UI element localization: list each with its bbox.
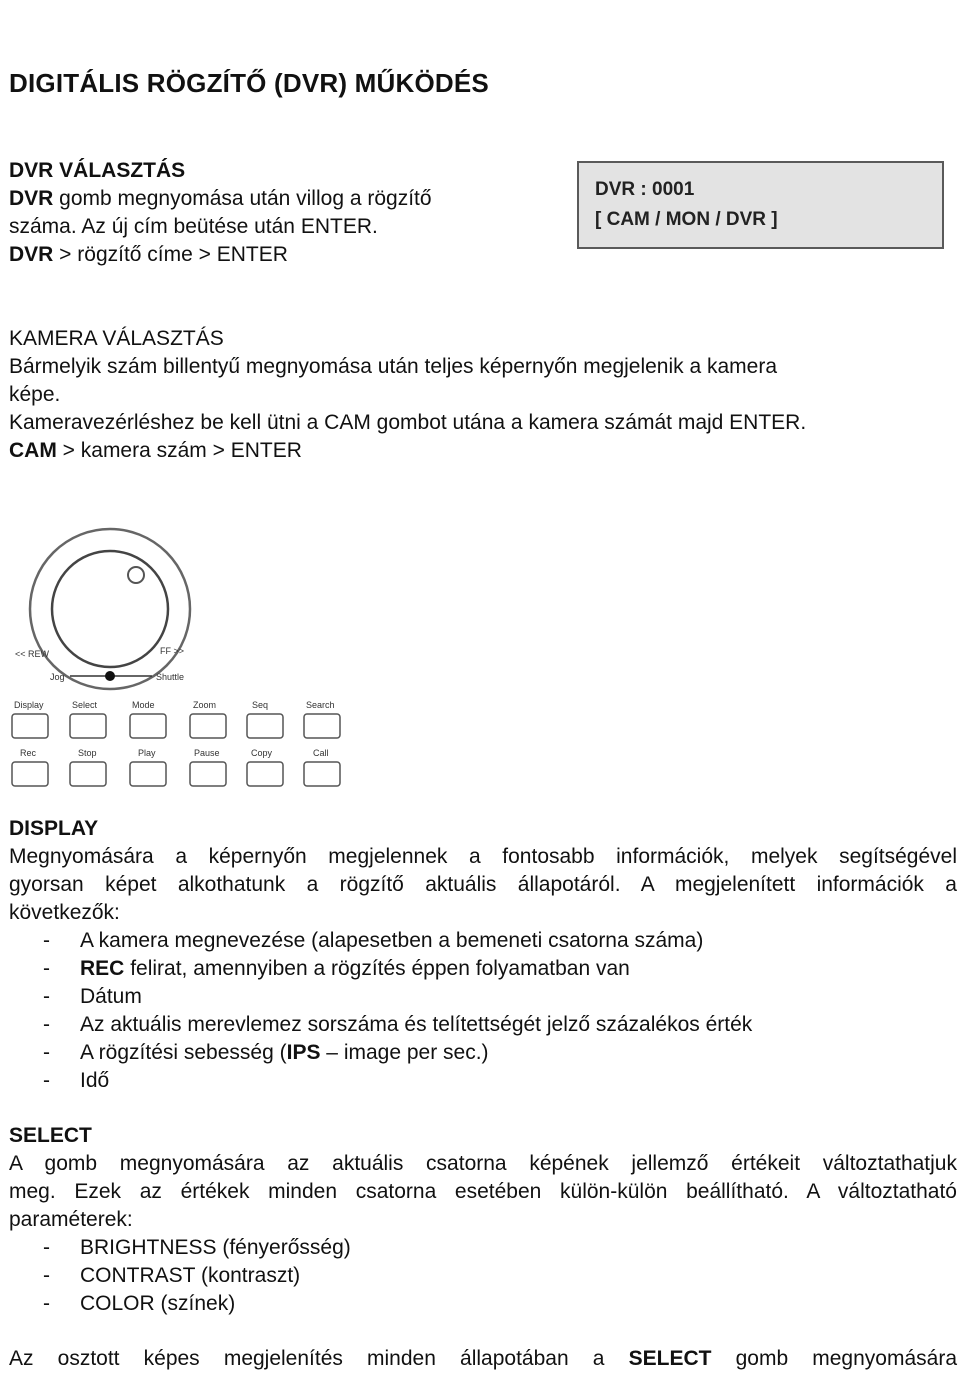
- button-label-stop: Stop: [78, 748, 97, 758]
- call-button[interactable]: [304, 762, 340, 786]
- list-dash: -: [43, 1069, 50, 1092]
- param-item: [0, 1290, 960, 1318]
- copy-button[interactable]: [247, 762, 283, 786]
- ips-key: IPS: [286, 1041, 321, 1064]
- camera-line-4-text: > kamera szám > ENTER: [56, 439, 302, 462]
- dvr-line-2: száma. Az új cím beütése után ENTER.: [9, 215, 378, 238]
- button-label-call: Call: [313, 748, 329, 758]
- display-line-1: Megnyomására a képernyőn megjelennek a fontosabb információk, melyek segítségével: [9, 845, 957, 868]
- button-label-copy: Copy: [251, 748, 273, 758]
- list-dash: -: [43, 1041, 50, 1064]
- list-item: [0, 1011, 960, 1039]
- list-item-text: Az aktuális merevlemez sorszáma és telítettségét jelző százalékos érték: [80, 1013, 753, 1036]
- camera-heading: KAMERA VÁLASZTÁS: [9, 327, 224, 350]
- list-item: [0, 927, 960, 955]
- closing-line: [9, 1345, 957, 1373]
- button-label-display: Display: [14, 700, 44, 710]
- select-button[interactable]: [70, 714, 106, 738]
- display-line-2: gyorsan képet alkothatunk a rögzítő aktuális állapotáról. A megjelenített információk a: [9, 873, 957, 896]
- button-label-pause: Pause: [194, 748, 220, 758]
- center-dot: [105, 671, 115, 681]
- select-key: SELECT: [628, 1347, 712, 1370]
- button-label-seq: Seq: [252, 700, 269, 710]
- list-dash: -: [43, 1264, 50, 1287]
- stop-button[interactable]: [70, 762, 106, 786]
- dvr-lcd-screen: [577, 161, 944, 249]
- jog-label: Jog: [50, 672, 65, 682]
- list-item-text: A kamera megnevezése (alapesetben a bemeneti csatorna száma): [80, 929, 704, 952]
- list-item-rest: – image per sec.): [320, 1041, 489, 1064]
- play-button[interactable]: [130, 762, 166, 786]
- select-line-1: A gomb megnyomására az aktuális csatorna képének jellemző értékeit változtathatjuk: [9, 1152, 957, 1175]
- dvr-key: DVR: [9, 243, 54, 266]
- controller-diagram: [0, 520, 360, 790]
- button-label-zoom: Zoom: [193, 700, 217, 710]
- mode-button[interactable]: [130, 714, 166, 738]
- list-item-text: [80, 955, 630, 983]
- list-dash: -: [43, 1292, 50, 1315]
- param-text: BRIGHTNESS (fényerősség): [80, 1236, 351, 1259]
- rew-label: << REW: [15, 649, 50, 659]
- button-label-mode: Mode: [132, 700, 155, 710]
- display-button[interactable]: [12, 714, 48, 738]
- button-label-play: Play: [138, 748, 156, 758]
- param-text: CONTRAST (kontraszt): [80, 1264, 301, 1287]
- list-item: [0, 1067, 960, 1095]
- list-item-lead: A rögzítési sebesség (: [80, 1041, 287, 1064]
- list-dash: -: [43, 1013, 50, 1036]
- page-title: DIGITÁLIS RÖGZÍTŐ (DVR) MŰKÖDÉS: [9, 68, 489, 98]
- list-item-text: [80, 1039, 489, 1067]
- dvr-heading: DVR VÁLASZTÁS: [9, 159, 186, 182]
- lcd-line-2: [ CAM / MON / DVR ]: [595, 209, 778, 230]
- button-label-rec: Rec: [20, 748, 37, 758]
- select-line-2: meg. Ezek az értékek minden csatorna esetében külön-külön beállítható. A változtatható: [9, 1180, 957, 1203]
- lcd-line-1: DVR : 0001: [595, 179, 695, 200]
- closing-line-pre: Az osztott képes megjelenítés minden állapotában a: [9, 1347, 629, 1370]
- button-label-select: Select: [72, 700, 98, 710]
- dvr-line-1: [9, 185, 432, 213]
- list-item-text: Dátum: [80, 985, 142, 1008]
- display-heading: DISPLAY: [9, 817, 99, 840]
- cam-key: CAM: [9, 439, 57, 462]
- dvr-line-3: [9, 241, 288, 269]
- shuttle-label: Shuttle: [156, 672, 185, 682]
- rec-button[interactable]: [12, 762, 48, 786]
- shuttle-ring: [30, 529, 190, 689]
- pause-button[interactable]: [190, 762, 226, 786]
- dvr-line-1-text: gomb megnyomása után villog a rögzítő: [53, 187, 432, 210]
- list-item: [0, 1039, 960, 1067]
- dvr-line-3-text: > rögzítő címe > ENTER: [53, 243, 288, 266]
- param-item: [0, 1262, 960, 1290]
- param-item: [0, 1234, 960, 1262]
- list-item: [0, 983, 960, 1011]
- jog-dial: [52, 551, 168, 667]
- dvr-key: DVR: [9, 187, 54, 210]
- closing-line-post: gomb megnyomására: [711, 1347, 957, 1370]
- ff-label: FF >>: [160, 646, 185, 656]
- search-button[interactable]: [304, 714, 340, 738]
- list-dash: -: [43, 1236, 50, 1259]
- camera-line-2: képe.: [9, 383, 61, 406]
- list-dash: -: [43, 929, 50, 952]
- button-label-search: Search: [306, 700, 335, 710]
- zoom-button[interactable]: [190, 714, 226, 738]
- camera-line-4: [9, 437, 302, 465]
- rec-key: REC: [80, 957, 125, 980]
- list-item-rest: felirat, amennyiben a rögzítés éppen folyamatban van: [130, 957, 630, 980]
- seq-button[interactable]: [247, 714, 283, 738]
- list-dash: -: [43, 985, 50, 1008]
- select-line-3: paraméterek:: [9, 1208, 133, 1231]
- display-line-3: következők:: [9, 901, 120, 924]
- select-heading: SELECT: [9, 1124, 92, 1147]
- param-text: COLOR (színek): [80, 1292, 236, 1315]
- list-item: [0, 955, 960, 983]
- jog-dial-dimple: [128, 567, 144, 583]
- list-item-text: Idő: [80, 1069, 110, 1092]
- list-dash: -: [43, 957, 50, 980]
- camera-line-3: Kameravezérléshez be kell ütni a CAM gombot utána a kamera számát majd ENTER.: [9, 411, 807, 434]
- camera-line-1: Bármelyik szám billentyű megnyomása után teljes képernyőn megjelenik a kamera: [9, 355, 778, 378]
